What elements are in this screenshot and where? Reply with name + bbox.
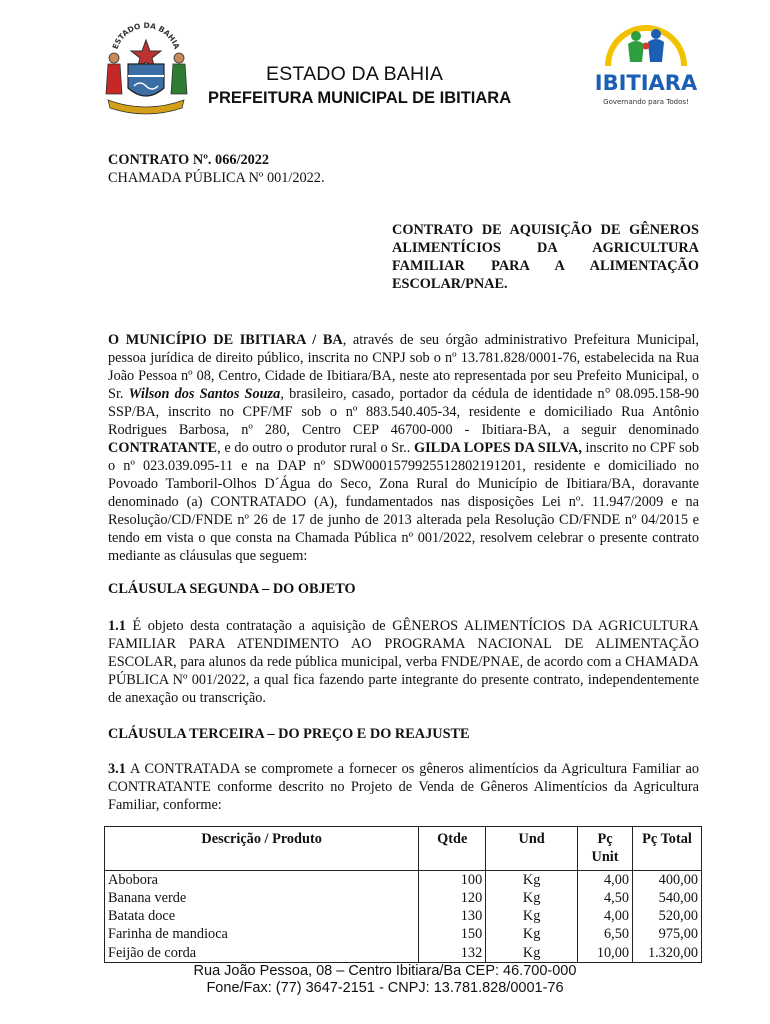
clause-item-number: 1.1: [108, 618, 126, 634]
coat-of-arms-text: ESTADO DA BAHIA: [110, 20, 182, 51]
footer-address: Rua João Pessoa, 08 – Centro Ibitiara/Ba CEP: 46.700-000: [193, 963, 577, 979]
column-header-quantity: Qtde: [419, 827, 486, 871]
contratante-label: CONTRATANTE: [108, 440, 218, 456]
column-header-unit-price: [578, 827, 633, 871]
unit-price-cell: 10,00: [578, 944, 633, 963]
subject-line: CONTRATO DE AQUISIÇÃO DE GÊNEROS: [392, 222, 699, 238]
product-cell: Feijão de corda: [105, 944, 419, 963]
logo-wordmark: IBITIARA: [594, 71, 698, 95]
producer-name: GILDA LOPES DA SILVA,: [413, 440, 582, 456]
preamble-text: inscrito no CPF sob o nº 023.039.095-11 e na DAP nº SDW0001579925512802191201, residente e domiciliado no Povoado Tamboril-Olhos D´Água do Seco, Zona Rural do Município de Ibitiara/BA, doravante denominado (a) CONTRATADO (A), fundamentados nas disposições Lei nº. 11.947/2009 e na Resolução/CD/FNDE nº 26 de 17 de junho de 2013 alterada pela Resolução CD/FNDE nº 04/2015 e tendo em vista o que consta na Chamada Pública nº 001/2022, resolvem celebrar o presente contrato mediante as cláusulas que seguem:: [108, 440, 699, 564]
preamble-text: , brasileiro, casado, portador da cédula de identidade n° 08.095.158-90 SSP/BA, inscrito no CPF/MF sob o nº 883.540.405-34, residente e domiciliado Rua Antônio Rodrigues Barbosa, nº 280, Centro CEP 46700-000 - Ibitiara-BA, a seguir denominado: [108, 386, 699, 438]
unit-price-cell: 6,50: [578, 925, 633, 943]
coat-of-arms-emblem: [94, 18, 198, 118]
quantity-cell: 130: [419, 907, 486, 925]
footer-contact: Fone/Fax: (77) 3647-2151 - CNPJ: 13.781.828/0001-76: [206, 980, 564, 996]
product-cell: Farinha de mandioca: [105, 925, 419, 943]
mayor-name: Wilson dos Santos Souza: [128, 386, 281, 402]
logo-tagline: Governando para Todos!: [603, 98, 689, 106]
preamble-text: , através de seu órgão administrativo Prefeitura Municipal, pessoa jurídica de direito público, inscrita no CNPJ sob o nº 13.781.828/0001-76, estabelecida na Rua João Pessoa nº 08, Centro, Cidade de Ibitiara/BA, neste ato representada por seu Prefeito Municipal, o Sr.: [108, 332, 699, 402]
total-price-cell: 540,00: [633, 889, 702, 907]
column-header-total-price: Pç Total: [633, 827, 702, 871]
subject-line: FAMILIAR PARA A ALIMENTAÇÃO: [392, 258, 699, 274]
total-price-cell: 975,00: [633, 925, 702, 943]
subject-line: ESCOLAR/PNAE.: [392, 276, 508, 292]
public-call-number: CHAMADA PÚBLICA Nº 001/2022.: [108, 170, 325, 186]
products-table: [104, 826, 702, 963]
clause-two-text: [108, 617, 699, 707]
quantity-cell: 100: [419, 870, 486, 889]
total-price-cell: 520,00: [633, 907, 702, 925]
quantity-cell: 150: [419, 925, 486, 943]
clause-item-text: A CONTRATADA se compromete a fornecer os gêneros alimentícios da Agricultura Familiar ao CONTRATANTE conforme descrito no Projeto de Venda de Gêneros Alimentícios da Agricultura Familiar, conforme:: [108, 761, 699, 813]
table-row: [105, 889, 702, 907]
total-price-cell: 400,00: [633, 870, 702, 889]
preamble-text: , e do outro o produtor rural o Sr..: [217, 440, 414, 456]
product-cell: Banana verde: [105, 889, 419, 907]
contract-heading: [108, 151, 325, 187]
column-header-unit: Und: [486, 827, 578, 871]
clause-two-title: CLÁUSULA SEGUNDA – DO OBJETO: [108, 581, 356, 597]
unit-price-header-line: Pç: [597, 831, 613, 847]
unit-cell: Kg: [486, 944, 578, 963]
product-cell: Batata doce: [105, 907, 419, 925]
total-price-cell: 1.320,00: [633, 944, 702, 963]
quantity-cell: 132: [419, 944, 486, 963]
clause-item-number: 3.1: [108, 761, 126, 777]
municipality-name: O MUNICÍPIO DE IBITIARA / BA: [108, 332, 343, 348]
unit-price-cell: 4,00: [578, 870, 633, 889]
table-row: [105, 944, 702, 963]
contract-preamble: [108, 331, 699, 565]
contract-subject: [392, 221, 699, 293]
unit-cell: Kg: [486, 925, 578, 943]
unit-price-cell: 4,50: [578, 889, 633, 907]
state-title: ESTADO DA BAHIA: [266, 63, 444, 85]
contract-number: CONTRATO Nº. 066/2022: [108, 152, 270, 168]
table-row: [105, 907, 702, 925]
ibitiara-logo: [588, 22, 704, 108]
prefecture-title: PREFEITURA MUNICIPAL DE IBITIARA: [208, 89, 512, 107]
unit-price-header-line: Unit: [591, 849, 619, 866]
unit-price-cell: 4,00: [578, 907, 633, 925]
clause-three-text: [108, 760, 699, 814]
table-row: [105, 870, 702, 889]
table-header-row: [105, 827, 702, 871]
unit-cell: Kg: [486, 889, 578, 907]
subject-line: ALIMENTÍCIOS DA AGRICULTURA: [392, 240, 699, 256]
column-header-description: Descrição / Produto: [105, 827, 419, 871]
unit-cell: Kg: [486, 870, 578, 889]
unit-cell: Kg: [486, 907, 578, 925]
quantity-cell: 120: [419, 889, 486, 907]
clause-item-text: É objeto desta contratação a aquisição de GÊNEROS ALIMENTÍCIOS DA AGRICULTURA FAMILIAR PARA ATENDIMENTO AO PROGRAMA NACIONAL DE ALIMENTAÇÃO ESCOLAR, para alunos da rede pública municipal, verba FNDE/PNAE, de acordo com a CHAMADA PÚBLICA Nº 001/2022, a qual fica fazendo parte integrante do presente contrato, independentemente de anexação ou transcrição.: [108, 618, 699, 706]
clause-three-title: CLÁUSULA TERCEIRA – DO PREÇO E DO REAJUSTE: [108, 726, 470, 742]
table-row: [105, 925, 702, 943]
product-cell: Abobora: [105, 870, 419, 889]
